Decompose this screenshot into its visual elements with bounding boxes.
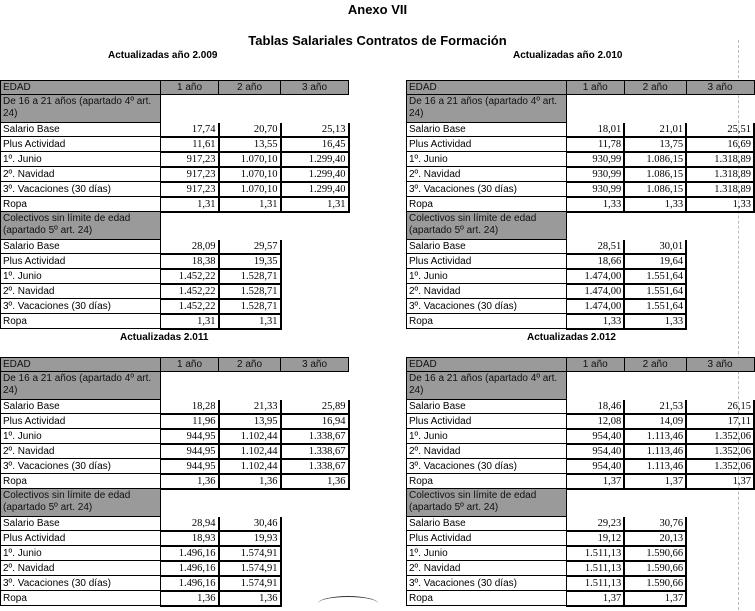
row-label: Ropa (407, 197, 567, 212)
value-year1: 18,28 (161, 400, 219, 414)
value-year3: 1.352,06 (686, 459, 754, 474)
value-year2: 1,33 (624, 314, 686, 329)
value-year1: 12,08 (566, 414, 624, 429)
table-row (407, 137, 755, 152)
table-row (1, 474, 349, 489)
value-year1: 954,40 (566, 429, 624, 444)
empty-cell (686, 546, 754, 561)
table-row (1, 517, 349, 531)
table-row (407, 284, 755, 299)
section-row (407, 95, 755, 123)
value-year2: 29,57 (219, 240, 281, 254)
row-label: 2º. Navidad (407, 561, 567, 576)
table-row (407, 314, 755, 329)
column-header-edad: EDAD (407, 358, 567, 372)
value-year2: 1.070,10 (219, 167, 281, 182)
value-year2: 1.102,44 (219, 459, 281, 474)
table-row (407, 400, 755, 414)
column-header-edad: EDAD (1, 81, 161, 95)
value-year2: 20,13 (624, 531, 686, 546)
table-row (1, 459, 349, 474)
row-label: 1º. Junio (407, 546, 567, 561)
table-row (407, 561, 755, 576)
table-row (407, 591, 755, 606)
value-year1: 954,40 (566, 444, 624, 459)
section-label: De 16 a 21 años (apartado 4º art. 24) (1, 95, 161, 123)
signature-mark (318, 596, 378, 611)
value-year3: 1,33 (686, 197, 754, 212)
row-label: Ropa (407, 314, 567, 329)
value-year1: 1.452,22 (161, 299, 219, 314)
value-year2: 1,36 (219, 474, 281, 489)
value-year1: 917,23 (161, 167, 219, 182)
value-year1: 1.511,13 (566, 546, 624, 561)
value-year2: 19,35 (219, 254, 281, 269)
value-year1: 18,38 (161, 254, 219, 269)
value-year2: 1.551,64 (624, 299, 686, 314)
value-year2: 14,09 (624, 414, 686, 429)
section-label: Colectivos sin límite de edad (apartado 5º art. 24) (1, 212, 161, 240)
column-header-year1: 1 año (161, 358, 219, 372)
table-row (1, 444, 349, 459)
row-label: Ropa (407, 591, 567, 606)
value-year2: 1.086,15 (624, 182, 686, 197)
empty-cell (281, 269, 349, 284)
header-row (1, 358, 349, 372)
table-row (407, 167, 755, 182)
section-row (1, 95, 349, 123)
value-year2: 1.113,46 (624, 459, 686, 474)
column-header-year3: 3 año (281, 358, 349, 372)
table-row (1, 400, 349, 414)
value-year1: 1.452,22 (161, 269, 219, 284)
empty-cell (686, 531, 754, 546)
row-label: Plus Actividad (407, 531, 567, 546)
table-row (407, 444, 755, 459)
value-year1: 944,95 (161, 459, 219, 474)
table-row (1, 591, 349, 606)
table-subtitle: Actualizadas año 2.009 (108, 50, 218, 61)
table-row (407, 517, 755, 531)
value-year1: 1.474,00 (566, 299, 624, 314)
row-label: Salario Base (407, 123, 567, 137)
value-year2: 1.574,91 (219, 561, 281, 576)
row-label: 3º. Vacaciones (30 días) (1, 299, 161, 314)
row-label: Plus Actividad (1, 531, 161, 546)
value-year1: 1.496,16 (161, 561, 219, 576)
value-year1: 917,23 (161, 152, 219, 167)
value-year3: 25,51 (686, 123, 754, 137)
section-label: Colectivos sin límite de edad (apartado 5º art. 24) (407, 212, 567, 240)
value-year1: 1,37 (566, 591, 624, 606)
header-row (407, 358, 755, 372)
table-row (407, 240, 755, 254)
value-year1: 1,36 (161, 474, 219, 489)
row-label: 1º. Junio (407, 152, 567, 167)
row-label: Salario Base (407, 517, 567, 531)
table-row (407, 531, 755, 546)
row-label: 3º. Vacaciones (30 días) (407, 299, 567, 314)
row-label: Ropa (1, 591, 161, 606)
section-row (1, 489, 349, 517)
value-year1: 28,09 (161, 240, 219, 254)
section-label: De 16 a 21 años (apartado 4º art. 24) (1, 372, 161, 400)
table-subtitle: Actualizadas año 2.010 (513, 50, 623, 61)
annex-title: Anexo VII (347, 2, 408, 17)
column-header-year1: 1 año (566, 81, 624, 95)
value-year2: 1.551,64 (624, 284, 686, 299)
row-label: 3º. Vacaciones (30 días) (407, 182, 567, 197)
value-year1: 1,31 (161, 314, 219, 329)
table-row (407, 197, 755, 212)
value-year2: 30,01 (624, 240, 686, 254)
table-row (1, 546, 349, 561)
table-row (1, 269, 349, 284)
value-year3: 16,94 (281, 414, 349, 429)
value-year2: 1.574,91 (219, 546, 281, 561)
value-year3: 1.299,40 (281, 167, 349, 182)
row-label: 3º. Vacaciones (30 días) (1, 459, 161, 474)
section-row (1, 212, 349, 240)
salary-table (406, 357, 755, 607)
column-header-edad: EDAD (1, 358, 161, 372)
table-row (1, 561, 349, 576)
empty-cell (686, 517, 754, 531)
value-year3: 1.318,89 (686, 167, 754, 182)
value-year1: 954,40 (566, 459, 624, 474)
empty-cell (686, 314, 754, 329)
row-label: Ropa (1, 314, 161, 329)
table-row (1, 284, 349, 299)
value-year3: 1.299,40 (281, 182, 349, 197)
value-year1: 11,78 (566, 137, 624, 152)
table-row (1, 414, 349, 429)
table-row (1, 167, 349, 182)
value-year1: 1.474,00 (566, 284, 624, 299)
value-year2: 1,31 (219, 197, 281, 212)
table-row (1, 197, 349, 212)
value-year2: 21,33 (219, 400, 281, 414)
row-label: 2º. Navidad (407, 284, 567, 299)
value-year1: 11,96 (161, 414, 219, 429)
value-year2: 1.070,10 (219, 182, 281, 197)
value-year2: 1.070,10 (219, 152, 281, 167)
value-year2: 1.113,46 (624, 444, 686, 459)
column-header-year3: 3 año (686, 81, 754, 95)
value-year2: 13,55 (219, 137, 281, 152)
value-year2: 1.528,71 (219, 299, 281, 314)
empty-cell (281, 517, 349, 531)
value-year1: 29,23 (566, 517, 624, 531)
section-row (1, 372, 349, 400)
value-year2: 1.113,46 (624, 429, 686, 444)
column-header-year2: 2 año (624, 358, 686, 372)
value-year2: 1,37 (624, 474, 686, 489)
row-label: 3º. Vacaciones (30 días) (1, 576, 161, 591)
table-subtitle: Actualizadas 2.012 (527, 332, 616, 343)
value-year3: 1,31 (281, 197, 349, 212)
value-year3: 1.352,06 (686, 444, 754, 459)
row-label: Plus Actividad (407, 254, 567, 269)
value-year1: 11,61 (161, 137, 219, 152)
column-header-year2: 2 año (219, 81, 281, 95)
value-year1: 930,99 (566, 182, 624, 197)
column-header-year3: 3 año (686, 358, 754, 372)
value-year3: 17,11 (686, 414, 754, 429)
row-label: 1º. Junio (1, 429, 161, 444)
value-year2: 20,70 (219, 123, 281, 137)
row-label: 2º. Navidad (1, 561, 161, 576)
value-year2: 1.551,64 (624, 269, 686, 284)
header-row (1, 81, 349, 95)
empty-cell (686, 561, 754, 576)
value-year2: 1.528,71 (219, 284, 281, 299)
section-label: De 16 a 21 años (apartado 4º art. 24) (407, 95, 567, 123)
value-year3: 25,13 (281, 123, 349, 137)
value-year2: 19,93 (219, 531, 281, 546)
value-year2: 1.574,91 (219, 576, 281, 591)
table-row (1, 152, 349, 167)
row-label: 2º. Navidad (407, 444, 567, 459)
empty-cell (281, 314, 349, 329)
row-label: Salario Base (1, 400, 161, 414)
value-year2: 19,64 (624, 254, 686, 269)
column-header-year2: 2 año (219, 358, 281, 372)
value-year1: 18,66 (566, 254, 624, 269)
table-row (1, 137, 349, 152)
value-year1: 1.474,00 (566, 269, 624, 284)
value-year3: 1.352,06 (686, 429, 754, 444)
table-row (1, 240, 349, 254)
value-year1: 1,36 (161, 591, 219, 606)
row-label: 1º. Junio (407, 429, 567, 444)
table-row (407, 123, 755, 137)
value-year1: 18,46 (566, 400, 624, 414)
column-header-edad: EDAD (407, 81, 567, 95)
column-header-year1: 1 año (161, 81, 219, 95)
row-label: Plus Actividad (1, 414, 161, 429)
table-row (407, 576, 755, 591)
value-year1: 1,37 (566, 474, 624, 489)
table-row (1, 531, 349, 546)
column-header-year3: 3 año (281, 81, 349, 95)
value-year2: 1.102,44 (219, 429, 281, 444)
empty-cell (281, 240, 349, 254)
row-label: Ropa (407, 474, 567, 489)
document-title: Tablas Salariales Contratos de Formación (248, 33, 507, 48)
empty-cell (686, 254, 754, 269)
value-year2: 13,75 (624, 137, 686, 152)
value-year3: 1.338,67 (281, 429, 349, 444)
value-year2: 1.590,66 (624, 576, 686, 591)
value-year2: 1,33 (624, 197, 686, 212)
row-label: 1º. Junio (1, 269, 161, 284)
row-label: Salario Base (1, 123, 161, 137)
value-year3: 1,37 (686, 474, 754, 489)
salary-table (0, 357, 350, 607)
row-label: 2º. Navidad (1, 444, 161, 459)
table-row (407, 299, 755, 314)
value-year2: 30,76 (624, 517, 686, 531)
section-label: De 16 a 21 años (apartado 4º art. 24) (407, 372, 567, 400)
value-year1: 17,74 (161, 123, 219, 137)
value-year1: 18,93 (161, 531, 219, 546)
table-row (1, 299, 349, 314)
row-label: Ropa (1, 197, 161, 212)
table-row (407, 474, 755, 489)
table-row (1, 314, 349, 329)
value-year1: 28,51 (566, 240, 624, 254)
row-label: Plus Actividad (407, 414, 567, 429)
table-row (1, 123, 349, 137)
empty-cell (281, 561, 349, 576)
value-year1: 917,23 (161, 182, 219, 197)
empty-cell (686, 299, 754, 314)
table-row (1, 254, 349, 269)
value-year2: 1.528,71 (219, 269, 281, 284)
section-label: Colectivos sin límite de edad (apartado 5º art. 24) (407, 489, 567, 517)
value-year3: 1.299,40 (281, 152, 349, 167)
value-year1: 18,01 (566, 123, 624, 137)
empty-cell (281, 254, 349, 269)
empty-cell (686, 284, 754, 299)
value-year2: 1.086,15 (624, 167, 686, 182)
row-label: Plus Actividad (407, 137, 567, 152)
table-row (407, 414, 755, 429)
value-year3: 1.338,67 (281, 444, 349, 459)
value-year2: 1,37 (624, 591, 686, 606)
value-year1: 28,94 (161, 517, 219, 531)
value-year2: 21,01 (624, 123, 686, 137)
table-row (407, 459, 755, 474)
value-year2: 30,46 (219, 517, 281, 531)
empty-cell (686, 269, 754, 284)
value-year2: 1.590,66 (624, 546, 686, 561)
empty-cell (281, 531, 349, 546)
empty-cell (686, 576, 754, 591)
table-row (407, 429, 755, 444)
row-label: 2º. Navidad (1, 284, 161, 299)
value-year2: 1.086,15 (624, 152, 686, 167)
table-row (1, 576, 349, 591)
value-year1: 1.511,13 (566, 576, 624, 591)
value-year3: 1.318,89 (686, 152, 754, 167)
empty-cell (686, 240, 754, 254)
empty-cell (686, 591, 754, 606)
table-row (407, 269, 755, 284)
table-subtitle: Actualizadas 2.011 (120, 332, 209, 343)
value-year2: 1.590,66 (624, 561, 686, 576)
section-row (407, 489, 755, 517)
value-year3: 1,36 (281, 474, 349, 489)
row-label: Plus Actividad (1, 254, 161, 269)
row-label: 2º. Navidad (1, 167, 161, 182)
table-row (1, 429, 349, 444)
value-year1: 944,95 (161, 444, 219, 459)
table-row (407, 152, 755, 167)
value-year1: 1.452,22 (161, 284, 219, 299)
row-label: Salario Base (1, 240, 161, 254)
row-label: 2º. Navidad (407, 167, 567, 182)
value-year3: 16,69 (686, 137, 754, 152)
value-year1: 19,12 (566, 531, 624, 546)
value-year1: 1.496,16 (161, 576, 219, 591)
value-year1: 1,33 (566, 314, 624, 329)
value-year1: 930,99 (566, 167, 624, 182)
column-header-year2: 2 año (624, 81, 686, 95)
value-year2: 1,31 (219, 314, 281, 329)
section-row (407, 372, 755, 400)
row-label: 1º. Junio (407, 269, 567, 284)
value-year3: 26,15 (686, 400, 754, 414)
empty-cell (281, 284, 349, 299)
empty-cell (281, 299, 349, 314)
row-label: Plus Actividad (1, 137, 161, 152)
row-label: Salario Base (1, 517, 161, 531)
row-label: 3º. Vacaciones (30 días) (1, 182, 161, 197)
value-year3: 1.338,67 (281, 459, 349, 474)
row-label: 3º. Vacaciones (30 días) (407, 576, 567, 591)
value-year3: 16,45 (281, 137, 349, 152)
value-year2: 1,36 (219, 591, 281, 606)
value-year2: 21,53 (624, 400, 686, 414)
value-year1: 944,95 (161, 429, 219, 444)
value-year2: 13,95 (219, 414, 281, 429)
row-label: Salario Base (407, 400, 567, 414)
section-label: Colectivos sin límite de edad (apartado 5º art. 24) (1, 489, 161, 517)
empty-cell (281, 576, 349, 591)
row-label: 1º. Junio (1, 546, 161, 561)
row-label: 3º. Vacaciones (30 días) (407, 459, 567, 474)
value-year2: 1.102,44 (219, 444, 281, 459)
row-label: Salario Base (407, 240, 567, 254)
salary-table (0, 80, 350, 330)
value-year1: 1,33 (566, 197, 624, 212)
value-year3: 1.318,89 (686, 182, 754, 197)
row-label: Ropa (1, 474, 161, 489)
salary-table (406, 80, 755, 330)
empty-cell (281, 546, 349, 561)
row-label: 1º. Junio (1, 152, 161, 167)
value-year1: 930,99 (566, 152, 624, 167)
header-row (407, 81, 755, 95)
table-row (1, 182, 349, 197)
table-row (407, 254, 755, 269)
value-year1: 1.496,16 (161, 546, 219, 561)
section-row (407, 212, 755, 240)
value-year3: 25,89 (281, 400, 349, 414)
table-row (407, 182, 755, 197)
table-row (407, 546, 755, 561)
value-year1: 1,31 (161, 197, 219, 212)
column-header-year1: 1 año (566, 358, 624, 372)
value-year1: 1.511,13 (566, 561, 624, 576)
